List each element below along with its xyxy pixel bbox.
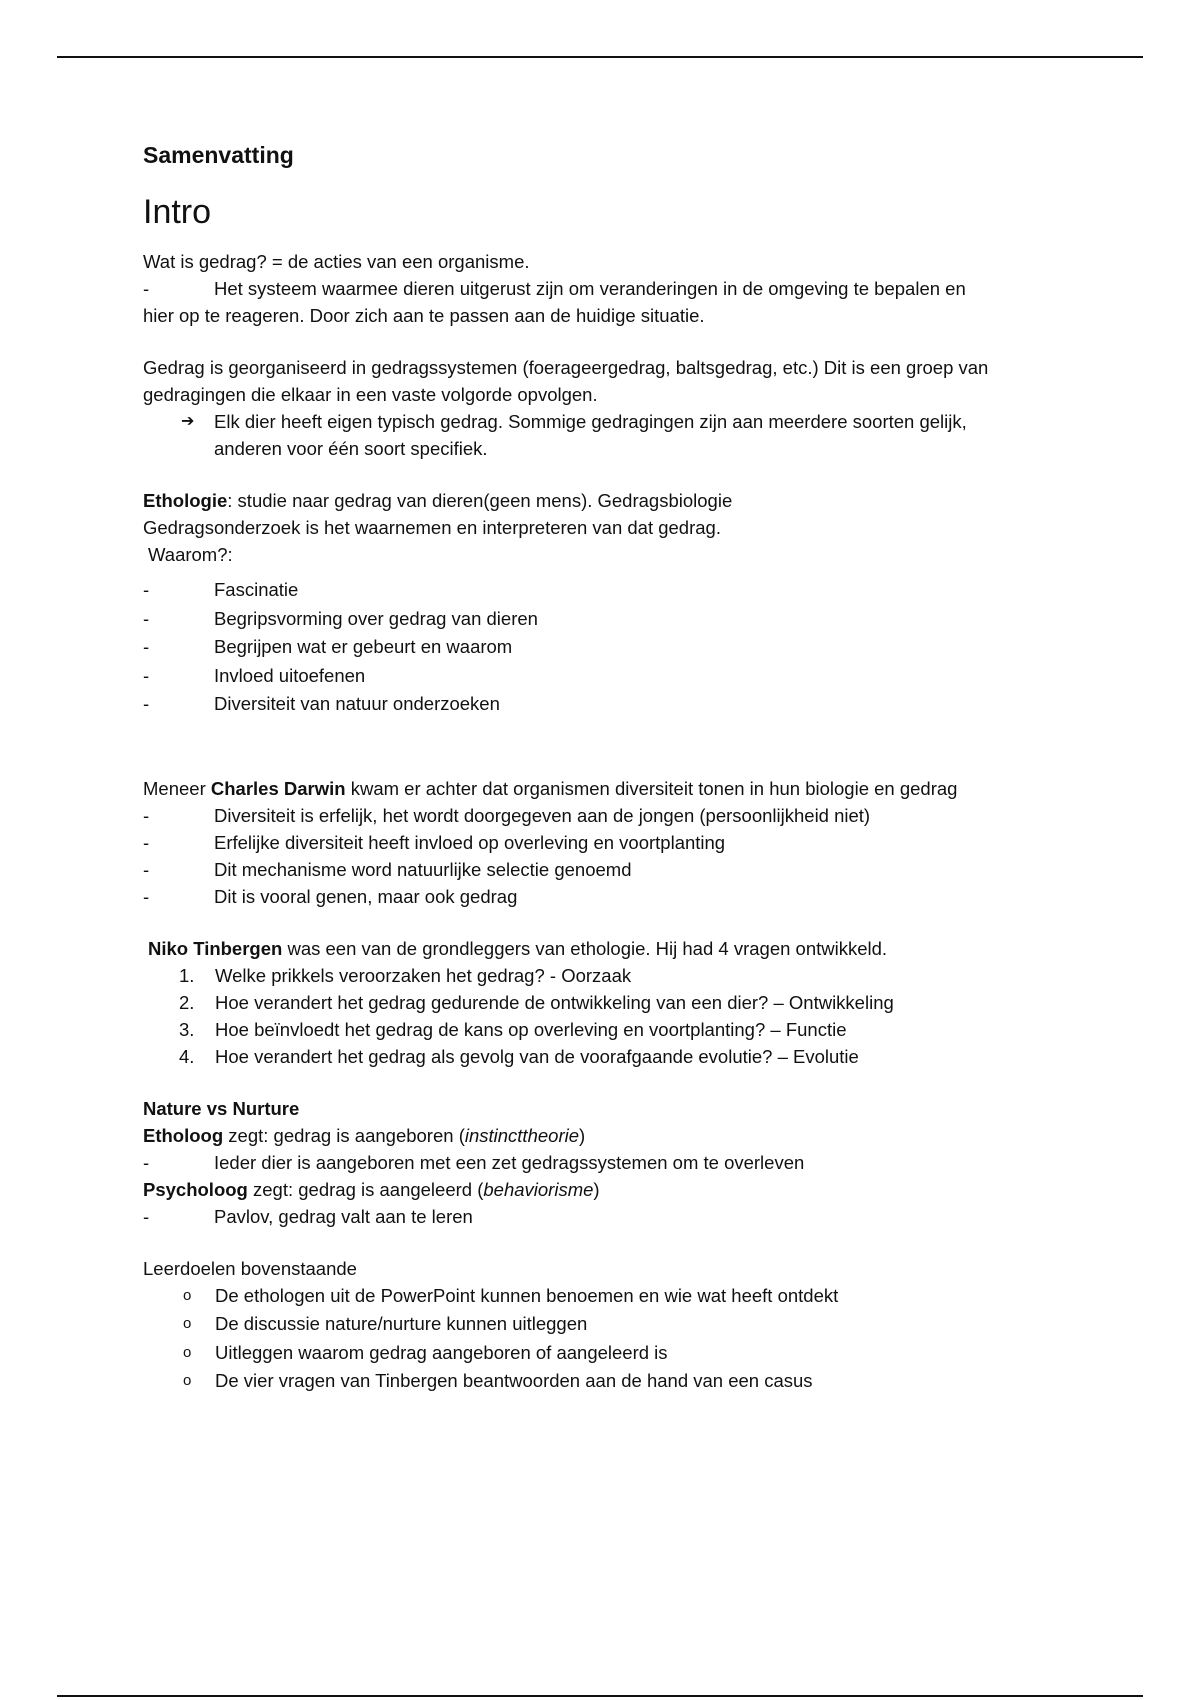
tinbergen-intro: Niko Tinbergen was een van de grondleggers van ethologie. Hij had 4 vragen ontwikkeld. [148, 937, 888, 959]
list-item: - Dit is vooral genen, maar ook gedrag [143, 885, 518, 907]
ethology-definition: Ethologie: studie naar gedrag van dieren(geen mens). Gedragsbiologie [143, 490, 733, 511]
list-item: - Fascinatie [143, 579, 299, 600]
arrow-line-1: Elk dier heeft eigen typisch gedrag. Sommige gedragingen zijn aan meerdere soorten gelijk, [214, 411, 967, 432]
circle-bullet-icon: o [183, 1286, 192, 1304]
list-item: o De ethologen uit de PowerPoint kunnen benoemen en wie wat heeft ontdekt [143, 1282, 1083, 1311]
darwin-intro: Meneer Charles Darwin kwam er achter dat organismen diversiteit tonen in hun biologie en gedrag [143, 777, 958, 799]
goals-title: Leerdoelen bovenstaande [143, 1257, 357, 1279]
why-label: Waarom?: [148, 544, 233, 565]
list-item: - Diversiteit is erfelijk, het wordt doorgegeven aan de jongen (persoonlijkheid niet) [143, 804, 871, 826]
systems-line-1: Gedrag is georganiseerd in gedragssystemen (foerageergedrag, baltsgedrag, etc.) Dit is een groep van [143, 357, 989, 378]
list-item: - Erfelijke diversiteit heeft invloed op overleving en voortplanting [143, 831, 726, 853]
intro-continuation: hier op te reageren. Door zich aan te passen aan de huidige situatie. [143, 305, 705, 326]
heading-intro: Intro [143, 193, 212, 231]
list-item: - Begrijpen wat er gebeurt en waarom [143, 636, 513, 657]
circle-bullet-icon: o [183, 1315, 192, 1332]
arrow-line-2: anderen voor één soort specifiek. [214, 438, 488, 459]
ethology-research: Gedragsonderzoek is het waarnemen en interpreteren van dat gedrag. [143, 517, 721, 538]
psycholoog-line: Psycholoog zegt: gedrag is aangeleerd (behaviorisme) [143, 1178, 600, 1200]
bottom-rule [57, 1695, 1143, 1697]
nature-title: Nature vs Nurture [143, 1097, 300, 1119]
list-item: - Begripsvorming over gedrag van dieren [143, 607, 538, 629]
ethology-term: Ethologie [143, 490, 228, 511]
list-item: - Diversiteit van natuur onderzoeken [143, 693, 500, 714]
list-item: 2. Hoe verandert het gedrag gedurende de ontwikkeling van een dier? – Ontwikkeling [179, 991, 894, 1013]
list-item: 3. Hoe beïnvloedt het gedrag de kans op overleving en voortplanting? – Functie [179, 1018, 847, 1040]
list-item: 4. Hoe verandert het gedrag als gevolg van de voorafgaande evolutie? – Evolutie [179, 1045, 859, 1067]
list-item: - Ieder dier is aangeboren met een zet gedragssystemen om te overleven [143, 1151, 805, 1173]
tinbergen-name: Niko Tinbergen [148, 937, 283, 959]
list-item: o De discussie nature/nurture kunnen uitleggen [143, 1310, 1083, 1339]
etholoog-line: Etholoog zegt: gedrag is aangeboren (instincttheorie) [143, 1124, 586, 1146]
list-item: - Dit mechanisme word natuurlijke selectie genoemd [143, 858, 632, 880]
circle-bullet-icon: o [183, 1372, 192, 1389]
darwin-name: Charles Darwin [210, 777, 346, 799]
document-page [143, 140, 1083, 1396]
intro-bullet [143, 275, 1083, 302]
list-item: o De vier vragen van Tinbergen beantwoorden aan de hand van een casus [143, 1367, 1083, 1396]
intro-definition: Wat is gedrag? = de acties van een organisme. [143, 251, 530, 272]
arrow-bullet [143, 408, 1083, 462]
list-item: - Invloed uitoefenen [143, 664, 366, 686]
circle-bullet-icon: o [183, 1343, 192, 1361]
list-item: 1. Welke prikkels veroorzaken het gedrag? - Oorzaak [179, 964, 632, 986]
list-item: - Pavlov, gedrag valt aan te leren [143, 1205, 473, 1227]
arrow-icon: ➔ [181, 413, 195, 430]
top-rule [57, 56, 1143, 58]
document-title: Samenvatting [143, 142, 294, 168]
dash-marker: - [143, 278, 150, 299]
intro-bullet-text: Het systeem waarmee dieren uitgerust zijn om veranderingen in de omgeving te bepalen en [214, 278, 966, 299]
systems-line-2: gedragingen die elkaar in een vaste volgorde opvolgen. [143, 384, 598, 405]
list-item: o Uitleggen waarom gedrag aangeboren of aangeleerd is [143, 1339, 1083, 1368]
